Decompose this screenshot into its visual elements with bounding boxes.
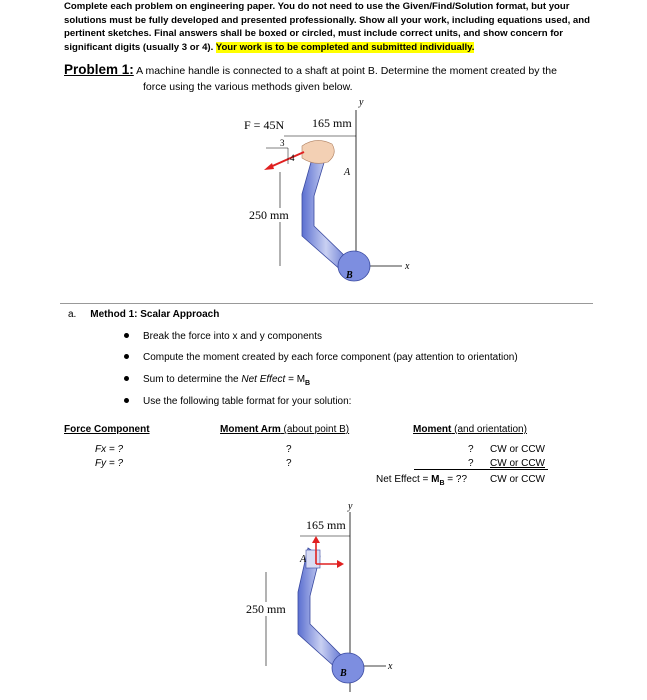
table-header-moment: Moment (and orientation) xyxy=(413,424,527,435)
shaft-disc xyxy=(338,251,370,281)
section-divider xyxy=(60,303,593,304)
force-y-arrowhead xyxy=(312,536,320,543)
problem-statement xyxy=(64,62,594,95)
point-a-label: A xyxy=(344,167,351,178)
point-b-label: B xyxy=(340,668,347,679)
table-row-fx-orientation: CW or CCW xyxy=(490,444,545,455)
bullet-dot xyxy=(124,354,129,359)
grip-sleeve xyxy=(306,550,320,568)
table-row-fy-moment-cell: ? CW or CCW xyxy=(414,458,548,470)
method-prefix: a. xyxy=(68,309,77,320)
force-arrow xyxy=(268,152,304,168)
y-axis-label: y xyxy=(359,97,364,108)
individual-work-highlight: Your work is to be completed and submitted individually. xyxy=(215,41,475,53)
net-effect-italic: Net Effect xyxy=(241,374,286,385)
figure-2-handle-diagram xyxy=(236,500,416,698)
instructions-text: Complete each problem on engineering paper. You do not need to use the Given/Find/Solution format, but your solutions must be fully developed and presented professionally. Show all your work, including equations used, and pertinent sketches. Final answers shall be boxed or circled, must include correct units, and show concern for significant digits (usually 3 or 4). xyxy=(64,1,590,53)
hand-grip xyxy=(302,140,334,163)
table-row-fx-force: Fx = ? xyxy=(95,444,124,455)
bullet-item: Break the force into x and y components xyxy=(124,331,322,342)
bullet-dot xyxy=(124,333,129,338)
handle-arm xyxy=(302,148,350,271)
table-row-fx-arm: ? xyxy=(286,444,292,455)
slope-label-3: 3 xyxy=(280,138,285,148)
bullet-item: Compute the moment created by each force component (pay attention to orientation) xyxy=(124,352,518,363)
table-row-fy-force: Fy = ? xyxy=(95,458,124,469)
table-net-orientation: CW or CCW xyxy=(490,474,545,485)
force-x-arrowhead xyxy=(337,560,344,568)
x-axis-label: x xyxy=(388,661,393,672)
point-b-label: B xyxy=(346,270,353,281)
horizontal-dimension-label: 165 mm xyxy=(312,116,352,130)
x-axis-label: x xyxy=(405,261,410,272)
point-a-label: A xyxy=(300,554,307,565)
bullet-item: Use the following table format for your solution: xyxy=(124,396,351,407)
table-row-fx-moment: ? xyxy=(468,444,474,455)
problem-title: Problem 1: xyxy=(64,62,134,77)
method-heading xyxy=(68,309,219,320)
method-title: Method 1: Scalar Approach xyxy=(90,309,220,320)
vertical-dimension-label: 250 mm xyxy=(249,208,289,222)
table-net-effect: Net Effect = $M_B$ = ?? xyxy=(376,474,468,487)
table-row-fy-arm: ? xyxy=(286,458,292,469)
instructions-paragraph xyxy=(64,0,604,54)
slope-label-4: 4 xyxy=(290,153,295,163)
problem-line-2: force using the various methods given below. xyxy=(143,81,353,93)
table-header-force: Force Component xyxy=(64,424,150,435)
bullet-dot xyxy=(124,376,129,381)
bullet-dot xyxy=(124,398,129,403)
force-arrowhead xyxy=(264,163,274,170)
bullet-item: Sum to determine the Net Effect = $M_B$ xyxy=(124,374,310,387)
force-label: F = 45N xyxy=(244,118,285,132)
problem-line-1: A machine handle is connected to a shaft at point B. Determine the moment created by the xyxy=(136,65,557,77)
shaft-disc xyxy=(332,653,364,683)
y-axis-label: y xyxy=(348,501,353,512)
figure-1-handle-diagram xyxy=(230,96,430,286)
table-header-arm: Moment Arm (about point B) xyxy=(220,424,350,435)
horizontal-dimension-label: 165 mm xyxy=(306,518,346,532)
vertical-dimension-label: 250 mm xyxy=(246,602,286,616)
